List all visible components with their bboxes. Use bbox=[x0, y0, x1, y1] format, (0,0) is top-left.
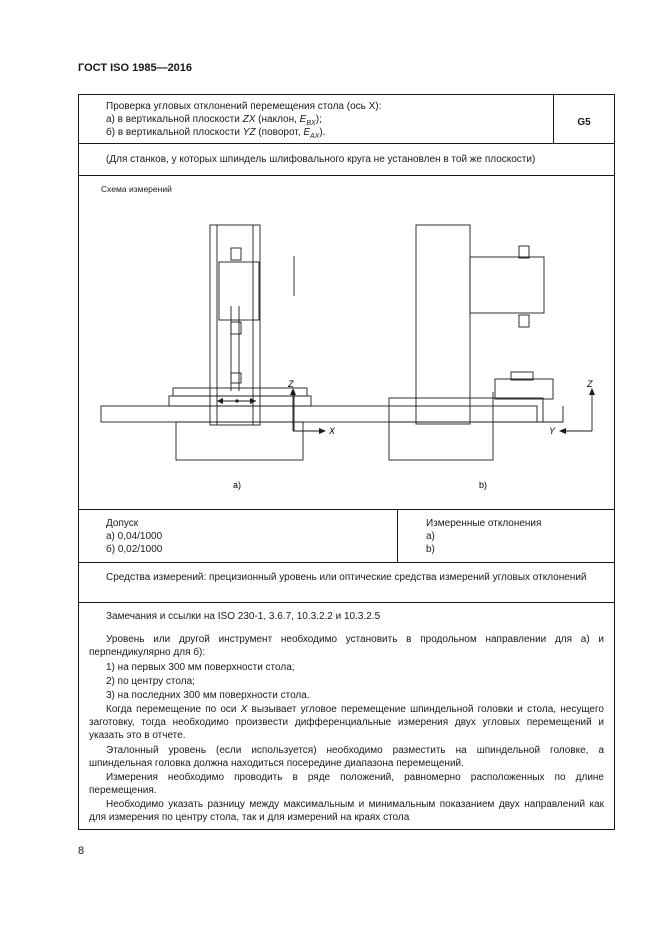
notes-list-item: 2) по центру стола; bbox=[106, 676, 195, 687]
page-number: 8 bbox=[78, 845, 85, 857]
notes-paragraph: Эталонный уровень (если используется) необходимо разместить на шпиндельной головке, а шпиндельная головка должна находиться посередине диапазона перемещений. bbox=[89, 745, 604, 769]
caption-b: b) bbox=[478, 480, 488, 490]
measured-a: а) bbox=[426, 531, 435, 542]
instruments-text: Средства измерений: прецизионный уровень или оптические средства измерений угловых отклонений bbox=[106, 572, 587, 583]
base-b bbox=[389, 422, 493, 460]
column-divider bbox=[397, 509, 398, 562]
measured-b: b) bbox=[426, 544, 435, 555]
measurement-diagram bbox=[79, 176, 614, 506]
column-frame bbox=[210, 225, 260, 425]
notes-paragraph: Необходимо указать разницу между максимальным и минимальным показанием двух направлений как для измерения по центру стола, так и для измерений на краях стола bbox=[89, 799, 604, 823]
table-top-a bbox=[173, 388, 307, 396]
tolerance-title: Допуск bbox=[106, 518, 139, 529]
check-note: (Для станков, у которых шпиндель шлифовального круга не установлен в той же плоскости) bbox=[106, 154, 536, 165]
bed-a bbox=[101, 406, 537, 422]
measured-title: Измеренные отклонения bbox=[426, 518, 542, 529]
notes-paragraph: Уровень или другой инструмент необходимо установить в продольном направлении для а) и перпендикулярно для б): bbox=[89, 634, 604, 658]
check-item-a: а) в вертикальной плоскости ZX (наклон, $E_{BX}$); bbox=[106, 114, 322, 127]
column-b bbox=[416, 225, 470, 424]
axis-z-label: Z bbox=[288, 379, 294, 389]
axis-x-label: X bbox=[329, 426, 336, 436]
notes-title: Замечания и ссылки на ISO 230-1, 3.6.7, 10.3.2.2 и 10.3.2.5 bbox=[106, 611, 381, 622]
caption-a: а) bbox=[232, 480, 242, 490]
axis-z-label: Z bbox=[587, 379, 593, 389]
tolerance-a: а) 0,04/1000 bbox=[106, 531, 163, 542]
notes-list-item: 3) на последних 300 мм поверхности стола. bbox=[106, 690, 310, 701]
inspection-sheet bbox=[78, 94, 615, 830]
axis-y-label: Y bbox=[549, 426, 556, 436]
notes-list-item: 1) на первых 300 мм поверхности стола; bbox=[106, 662, 295, 673]
check-item-b: б) в вертикальной плоскости YZ (поворот, $E_{AX}$). bbox=[106, 127, 326, 140]
notes-paragraph: Когда перемещение по оси X вызывает угловое перемещение шпиндельной головки и стола, несущего заготовку, тогда необходимо произвести дифференциальные измерения двух угловых перемещений и указать это в отчете. bbox=[89, 704, 604, 741]
base-a bbox=[176, 422, 303, 460]
check-title: Проверка угловых отклонений перемещения стола (ось X): bbox=[106, 101, 382, 112]
diagram-label: Схема измерений bbox=[101, 184, 172, 194]
table-b bbox=[495, 379, 553, 399]
tolerance-b: б) 0,02/1000 bbox=[106, 544, 163, 555]
divider bbox=[79, 602, 614, 603]
divider bbox=[79, 143, 614, 144]
divider bbox=[79, 509, 614, 510]
document-header: ГОСТ ISO 1985—2016 bbox=[78, 62, 193, 74]
check-code: G5 bbox=[577, 117, 591, 128]
divider bbox=[79, 562, 614, 563]
bed-b bbox=[389, 398, 543, 422]
notes-paragraph: Измерения необходимо проводить в ряде положений, равномерно расположенных по длине перемещения. bbox=[89, 772, 604, 796]
spindle-head-b bbox=[470, 257, 544, 313]
